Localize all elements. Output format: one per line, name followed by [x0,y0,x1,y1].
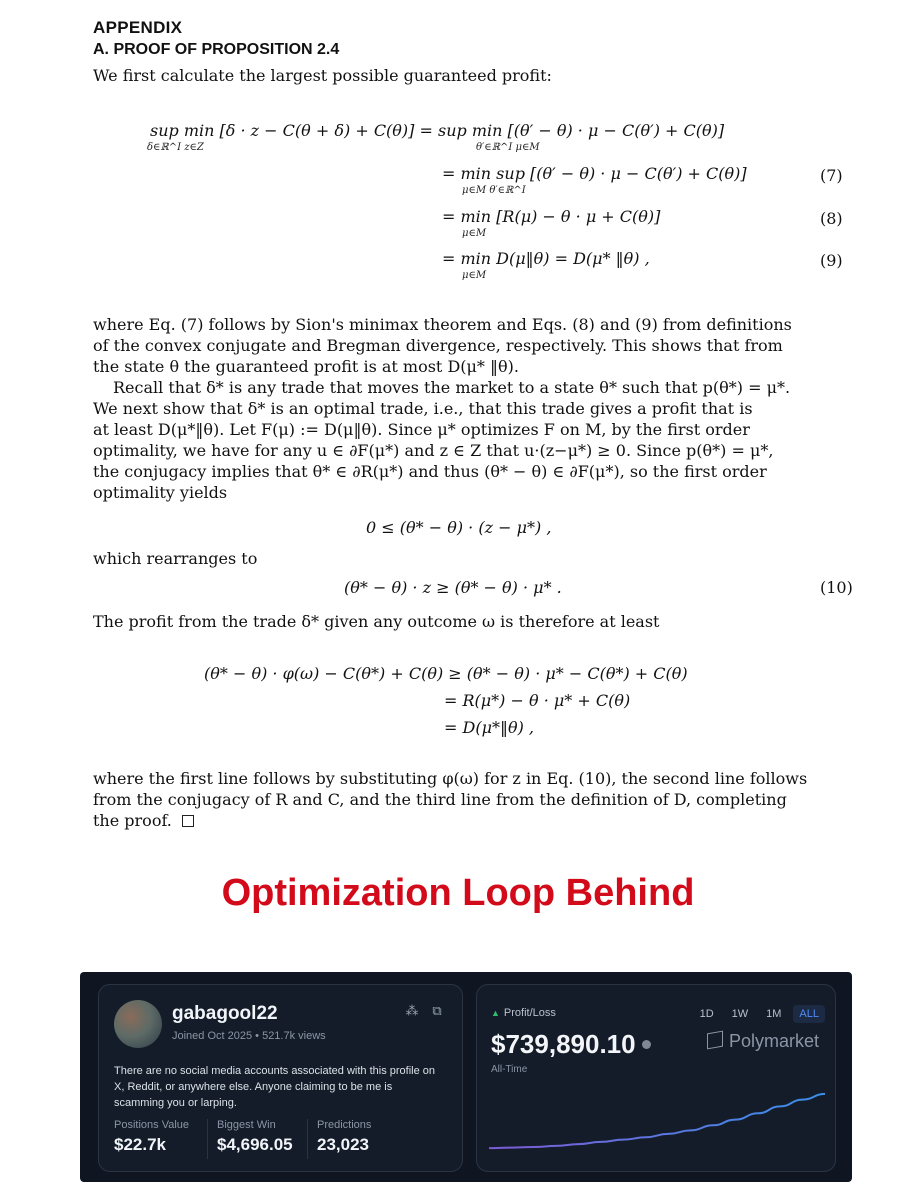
paragraph-line: The profit from the trade δ* given any outcome ω is therefore at least [93,612,660,631]
stat-label: Biggest Win [217,1119,276,1131]
equation-number-9: (9) [820,251,843,270]
profit-equation-line-2: = R(μ*) − θ · μ* + C(θ) [444,691,631,710]
equation-line-4-subscript: μ∈M [462,270,487,281]
brand-name: Polymarket [728,1031,819,1051]
profit-loss-label-text: Profit/Loss [503,1007,556,1019]
paragraph-line: Recall that δ* is any trade that moves the market to a state θ* such that p(θ*) = μ*. [113,378,791,397]
paragraph-line: of the convex conjugate and Bregman divergence, respectively. This shows that from [93,336,783,355]
paragraph-line: at least D(μ*‖θ). Let F(μ) := D(μ‖θ). Since μ* optimizes F on M, by the first order [93,420,750,439]
paragraph-line: the state θ the guaranteed profit is at most D(μ* ‖θ). [93,357,519,376]
section-heading: A. PROOF OF PROPOSITION 2.4 [93,41,340,58]
profile-bio: There are no social media accounts associated with this profile on X, Reddit, or anywhere else. Anyone claiming to be me is scamming you or larping. [114,1065,436,1109]
profit-loss-chart [489,1085,825,1155]
stat-predictions [317,1119,371,1155]
equation-line-2: = min sup [(θ′ − θ) · μ − C(θ′) + C(θ)] [442,164,747,183]
equation-line-2-subscript: μ∈M θ′∈ℝ^I [462,185,526,196]
paragraph-2 [93,377,853,503]
stat-label: Positions Value [114,1119,190,1131]
equation-line-1-lhs-subscript: δ∈ℝ^I z∈Z [147,142,204,153]
polymarket-brand [707,1031,819,1052]
polymarket-logo-icon [707,1031,723,1050]
equation-line-3: = min [R(μ) − θ · μ + C(θ)] [442,207,661,226]
stat-value: $22.7k [114,1135,166,1154]
equation-line-1-rhs-subscript: θ′∈ℝ^I μ∈M [476,142,540,153]
paragraph-line: where Eq. (7) follows by Sion's minimax theorem and Eqs. (8) and (9) from definitions [93,315,792,334]
info-icon[interactable] [642,1040,651,1049]
joined-info: Joined Oct 2025 • 521.7k views [172,1030,326,1042]
profit-loss-period: All-Time [491,1064,528,1075]
equation-number-7: (7) [820,166,843,185]
tab-1m[interactable]: 1M [766,1008,782,1020]
profit-loss-series-line [489,1094,825,1148]
paragraph-line-text: the proof. [93,811,172,830]
paragraph-line: optimality, we have for any u ∈ ∂F(μ*) and z ∈ Z that u·(z−μ*) ≥ 0. Since p(θ*) = μ*, [93,441,774,460]
stat-value: $4,696.05 [217,1135,293,1154]
up-arrow-icon: ▲ [491,1008,500,1018]
profile-dashboard [80,972,852,1182]
username[interactable]: gabagool22 [172,1003,278,1024]
paragraph-line: We next show that δ* is an optimal trade, i.e., that this trade gives a profit that is [93,399,753,418]
paragraph-line [93,810,194,831]
tab-1w[interactable]: 1W [731,1008,749,1020]
profit-loss-amount: $739,890.10 [491,1029,636,1059]
profile-panel [98,984,463,1172]
stat-positions-value [114,1119,189,1155]
equation-10: (θ* − θ) · z ≥ (θ* − θ) · μ* . [344,578,562,597]
stat-biggest-win [217,1119,293,1155]
tab-1d[interactable]: 1D [699,1008,714,1020]
avatar[interactable] [114,1000,162,1048]
intro-text: We first calculate the largest possible guaranteed profit: [93,66,552,85]
equation-number-8: (8) [820,209,843,228]
divider [207,1119,208,1159]
equation-line-1: sup min [δ · z − C(θ + δ) + C(θ)] = sup min [(θ′ − θ) · μ − C(θ′) + C(θ)] [150,121,725,140]
paragraph-line: where the first line follows by substituting φ(ω) for z in Eq. (10), the second line follows [93,769,808,788]
paragraph-1 [93,314,853,377]
qed-icon [182,815,194,827]
profit-loss-panel [476,984,836,1172]
headline-caption: Optimization Loop Behind [221,872,695,914]
paragraph-line: from the conjugacy of R and C, and the third line from the definition of D, completing [93,790,787,809]
profit-loss-value [491,1029,651,1060]
stat-value: 23,023 [317,1135,369,1154]
profit-equation-line-1: (θ* − θ) · φ(ω) − C(θ*) + C(θ) ≥ (θ* − θ) · μ* − C(θ*) + C(θ) [204,664,688,683]
profit-loss-label [491,1007,556,1019]
qr-code-icon[interactable]: ⁂ [405,1003,419,1018]
rearranges-text [93,548,853,569]
profit-text [93,611,853,632]
paragraph-line: which rearranges to [93,549,258,568]
inequality-equation: 0 ≤ (θ* − θ) · (z − μ*) , [366,518,552,537]
equation-line-4: = min D(μ‖θ) = D(μ* ‖θ) , [442,249,650,268]
equation-line-3-subscript: μ∈M [462,228,487,239]
appendix-heading: APPENDIX [93,18,183,37]
paragraph-line: optimality yields [93,483,228,502]
stat-label: Predictions [317,1119,372,1131]
time-range-tabs [694,1005,825,1023]
divider [307,1119,308,1159]
share-icon[interactable]: ⧉ [432,1003,442,1018]
profit-equation-line-3: = D(μ*‖θ) , [444,718,535,737]
paragraph-line: the conjugacy implies that θ* ∈ ∂R(μ*) and thus (θ* − θ) ∈ ∂F(μ*), so the first order [93,462,767,481]
paragraph-3 [93,768,853,836]
equation-number-10: (10) [820,578,853,597]
tab-all[interactable]: ALL [793,1005,825,1023]
